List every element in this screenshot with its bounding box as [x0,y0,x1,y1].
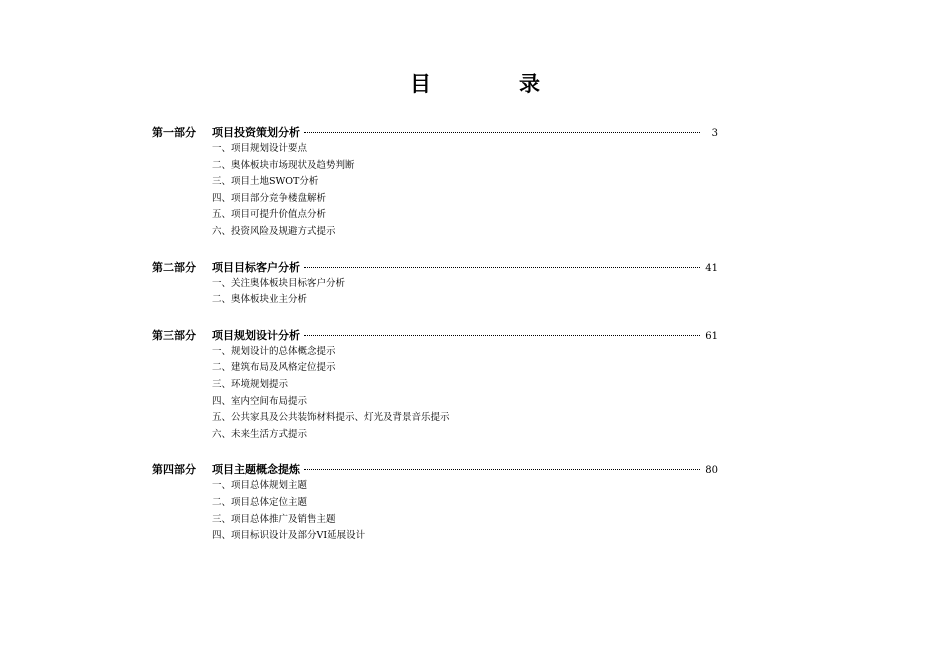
page-title [0,68,950,98]
sub-item[interactable]: 二、奥体板块业主分析 [212,294,308,306]
sub-item[interactable]: 一、项目规划设计要点 [212,143,308,154]
table-of-contents [152,124,718,563]
dot-leader [304,266,700,268]
toc-section-1 [152,124,718,241]
dot-leader [304,468,700,470]
sub-item-list [152,478,718,544]
section-heading[interactable] [152,259,718,276]
part-label: 第三部分 [152,328,196,342]
title-char-left: 目 [410,72,431,96]
part-label: 第一部分 [152,126,196,139]
section-title: 项目投资策划分析 [212,126,300,139]
sub-item[interactable]: 四、室内空间布局提示 [212,395,308,407]
sub-item[interactable]: 六、未来生活方式提示 [212,428,308,440]
sub-item[interactable]: 一、关注奥体板块目标客户分析 [212,277,346,289]
sub-item[interactable]: 四、项目部分竞争楼盘解析 [212,192,327,204]
section-heading[interactable] [152,461,718,478]
sub-item-list [152,344,718,444]
sub-item[interactable]: 一、项目总体规划主题 [212,480,308,492]
page-number: 3 [711,128,718,139]
sub-item[interactable]: 四、项目标识设计及部分VI延展设计 [212,530,366,542]
dot-leader [304,334,700,336]
page-number: 61 [705,330,718,342]
sub-item[interactable]: 一、规划设计的总体概念提示 [212,345,336,357]
toc-section-4 [152,461,718,544]
toc-section-3 [152,327,718,444]
sub-item-list [152,276,718,309]
sub-item[interactable]: 三、环境规划提示 [212,378,289,390]
section-title: 项目规划设计分析 [212,328,300,342]
sub-item[interactable]: 三、项目总体推广及销售主题 [212,513,336,525]
section-heading[interactable] [152,124,718,141]
part-label: 第四部分 [152,463,196,477]
page-number: 41 [705,262,718,274]
sub-item[interactable]: 二、项目总体定位主题 [212,496,308,508]
page-number: 80 [705,465,718,477]
section-title: 项目主题概念提炼 [212,463,300,477]
title-char-right: 录 [519,72,540,96]
sub-item-list [152,141,718,241]
sub-item[interactable]: 五、公共家具及公共装饰材料提示、灯光及背景音乐提示 [212,412,450,424]
toc-section-2 [152,259,718,309]
sub-item[interactable]: 二、建筑布局及风格定位提示 [212,362,336,374]
sub-item[interactable]: 六、投资风险及规避方式提示 [212,225,336,237]
sub-item[interactable]: 五、项目可提升价值点分析 [212,209,327,221]
section-heading[interactable] [152,327,718,344]
part-label: 第二部分 [152,260,196,274]
dot-leader [304,131,700,133]
sub-item[interactable]: 三、项目土地SWOT分析 [212,176,319,188]
section-title: 项目目标客户分析 [212,260,300,274]
sub-item[interactable]: 二、奥体板块市场现状及趋势判断 [212,159,355,171]
